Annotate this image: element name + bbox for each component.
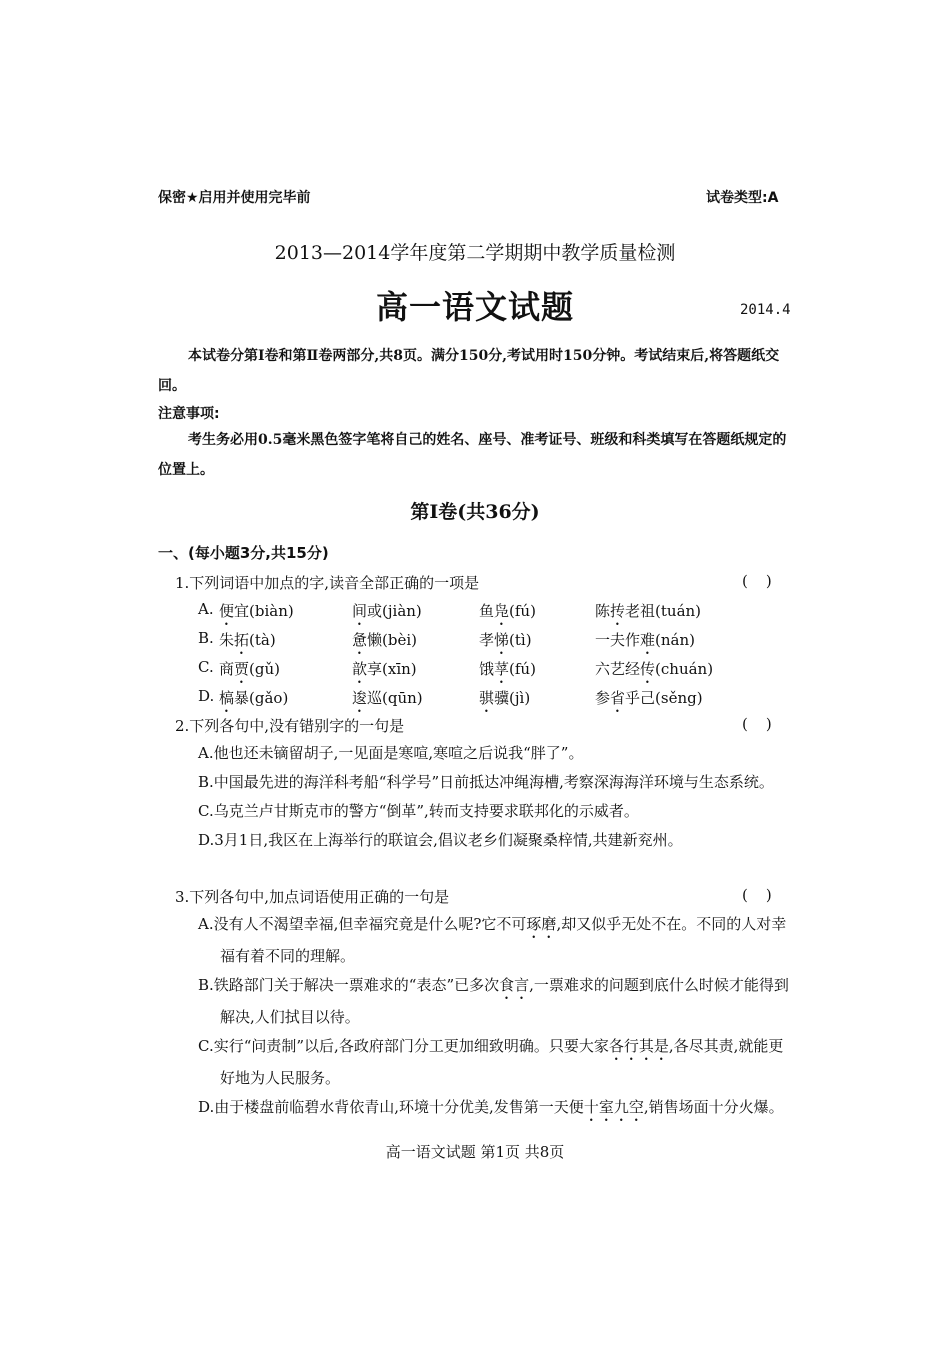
q3-option-c: [198, 1032, 796, 1093]
q1-answer-paren: (): [742, 572, 790, 590]
part-heading: 一、(每小题3分,共15分): [158, 544, 329, 562]
q3-option-b: [198, 971, 796, 1032]
q1-option-word: [219, 658, 280, 687]
q1-word-part: 孝: [479, 631, 495, 649]
q1-word-part: (nán): [655, 631, 695, 649]
q3-stem: 3.下列各句中,加点词语使用正确的一句是: [175, 888, 450, 906]
exam-subtitle: 2013—2014学年度第二学期期中教学质量检测: [274, 242, 676, 264]
q1-word-part: (tì): [509, 631, 532, 649]
q1-dotted-char: 槁: [219, 689, 235, 707]
q1-option-word: [352, 658, 417, 687]
intro-paragraph: [158, 341, 794, 401]
q1-dotted-char: 凫: [494, 602, 510, 620]
q1-word-part: 朱: [219, 631, 235, 649]
q1-word-part: (fú): [509, 602, 536, 620]
q1-word-part: (chuán): [655, 660, 714, 678]
q2-option-a: A.他也还未镝留胡子,一见面是寒喧,寒喧之后说我“胖了”。: [198, 744, 584, 762]
secrecy-note: 保密★启用并使用完毕前: [158, 190, 311, 206]
q1-dotted-char: 便: [219, 602, 235, 620]
q1-dotted-char: 莩: [494, 660, 510, 678]
q1-dotted-char: 悌: [494, 631, 510, 649]
paper-type-label: 试卷类型:A: [706, 190, 779, 206]
q1-option-label: D.: [198, 687, 215, 705]
q1-word-part: 懒(bèi): [367, 631, 417, 649]
q3-answer-paren: (): [742, 886, 790, 904]
q1-option-word: [595, 629, 695, 658]
q1-word-part: (fú): [509, 660, 536, 678]
q2-option-d: D.3月1日,我区在上海举行的联谊会,倡议老乡们凝聚桑梓情,共建新兖州。: [198, 831, 683, 849]
q1-dotted-char: 歆: [352, 660, 368, 678]
exam-title: 高一语文试题: [375, 288, 574, 326]
q3-option-a: [198, 910, 796, 971]
q1-dotted-char: 拓: [234, 631, 250, 649]
q1-word-part: 老祖(tuán): [625, 602, 702, 620]
q1-option-word: [595, 658, 713, 687]
q1-word-part: 饿: [479, 660, 495, 678]
notice-heading: 注意事项:: [158, 406, 220, 422]
q1-word-part: 宜(biàn): [234, 602, 294, 620]
q1-word-part: 六艺经: [595, 660, 641, 678]
q1-dotted-char: 惫: [352, 631, 368, 649]
section-title: 第Ⅰ卷(共36分): [410, 501, 540, 523]
q3-options: [198, 910, 796, 1125]
q1-word-part: 骥(jì): [494, 689, 531, 707]
q3-option-d: [198, 1093, 796, 1125]
q3-b-dotted: 食言: [499, 976, 530, 994]
q1-option-word: [479, 658, 536, 687]
q1-dotted-char: 省: [610, 689, 626, 707]
q1-option-word: [595, 600, 701, 629]
q1-dotted-char: 逡: [352, 689, 368, 707]
q3-b-pre: B.铁路部门关于解决一票难求的“表态”已多次: [198, 976, 500, 994]
q3-d-dotted: 十室九空: [583, 1098, 644, 1116]
q3-a-dotted: 琢磨: [526, 915, 557, 933]
q2-answer-paren: (): [742, 715, 790, 733]
q1-option-word: [352, 687, 423, 716]
q1-word-part: 陈: [595, 602, 611, 620]
q1-dotted-char: 传: [640, 660, 656, 678]
q1-word-part: 巡(qūn): [367, 689, 423, 707]
q1-option-label: A.: [198, 600, 214, 618]
q1-word-part: 暴(gǎo): [234, 689, 289, 707]
q1-option-word: [352, 629, 417, 658]
q1-word-part: 鱼: [479, 602, 495, 620]
q1-word-part: 商: [219, 660, 235, 678]
q1-word-part: 享(xīn): [367, 660, 417, 678]
q1-dotted-char: 骐: [479, 689, 495, 707]
q2-option-b: B.中国最先进的海洋科考船“科学号”日前抵达冲绳海槽,考察深海海洋环境与生态系统。: [198, 773, 774, 791]
q1-option-word: [352, 600, 422, 629]
q2-stem: 2.下列各句中,没有错别字的一句是: [175, 717, 405, 735]
q3-a-pre: A.没有人不渴望幸福,但幸福究竟是什么呢?它不可: [198, 915, 527, 933]
q3-b-post: ,一票难求的问题到底什么时候才能得到解决,人们拭目以待。: [220, 976, 789, 1026]
q3-d-post: ,销售场面十分火爆。: [643, 1098, 784, 1116]
q1-option-word: [479, 600, 536, 629]
q1-word-part: 参: [595, 689, 611, 707]
q3-a-post: ,却又似乎无处不在。不同的人对幸福有着不同的理解。: [220, 915, 787, 965]
q1-dotted-char: 间: [352, 602, 368, 620]
q2-option-c: C.乌克兰卢甘斯克市的警方“倒革”,转而支持要求联邦化的示威者。: [198, 802, 639, 820]
q1-dotted-char: 抟: [610, 602, 626, 620]
q1-option-word: [479, 687, 530, 716]
q1-option-word: [219, 600, 294, 629]
page-footer: 高一语文试题 第1页 共8页: [385, 1143, 565, 1161]
q3-d-pre: D.由于楼盘前临碧水背依青山,环境十分优美,发售第一天便: [198, 1098, 584, 1116]
q3-c-post: ,各尽其责,就能更好地为人民服务。: [220, 1037, 784, 1087]
q1-dotted-char: 贾: [234, 660, 250, 678]
q3-c-pre: C.实行“问责制”以后,各政府部门分工更加细致明确。只要大家: [198, 1037, 609, 1055]
q3-c-dotted: 各行其是: [608, 1037, 669, 1055]
q1-option-word: [595, 687, 703, 716]
q1-option-word: [479, 629, 532, 658]
exam-date: 2014.4: [740, 302, 791, 318]
q1-option-word: [219, 687, 288, 716]
q2-options: [198, 739, 796, 855]
notice-text: 考生务必用0.5毫米黑色签字笔将自己的姓名、座号、准考证号、班级和科类填写在答题纸规定的位置上。: [158, 432, 787, 478]
q1-word-part: (gǔ): [249, 660, 280, 678]
q1-word-part: 乎己(sěng): [625, 689, 703, 707]
q1-option-label: C.: [198, 658, 214, 676]
q1-option-label: B.: [198, 629, 214, 647]
q1-word-part: 或(jiàn): [367, 602, 422, 620]
q1-dotted-char: 难: [640, 631, 656, 649]
notice-paragraph: [158, 425, 794, 485]
q1-word-part: 一夫作: [595, 631, 641, 649]
q1-word-part: (tà): [249, 631, 276, 649]
q1-option-word: [219, 629, 276, 658]
intro-text: 本试卷分第Ⅰ卷和第Ⅱ卷两部分,共8页。满分150分,考试用时150分钟。考试结束后,将答题纸交回。: [158, 348, 780, 394]
q1-stem: 1.下列词语中加点的字,读音全部正确的一项是: [175, 574, 480, 592]
